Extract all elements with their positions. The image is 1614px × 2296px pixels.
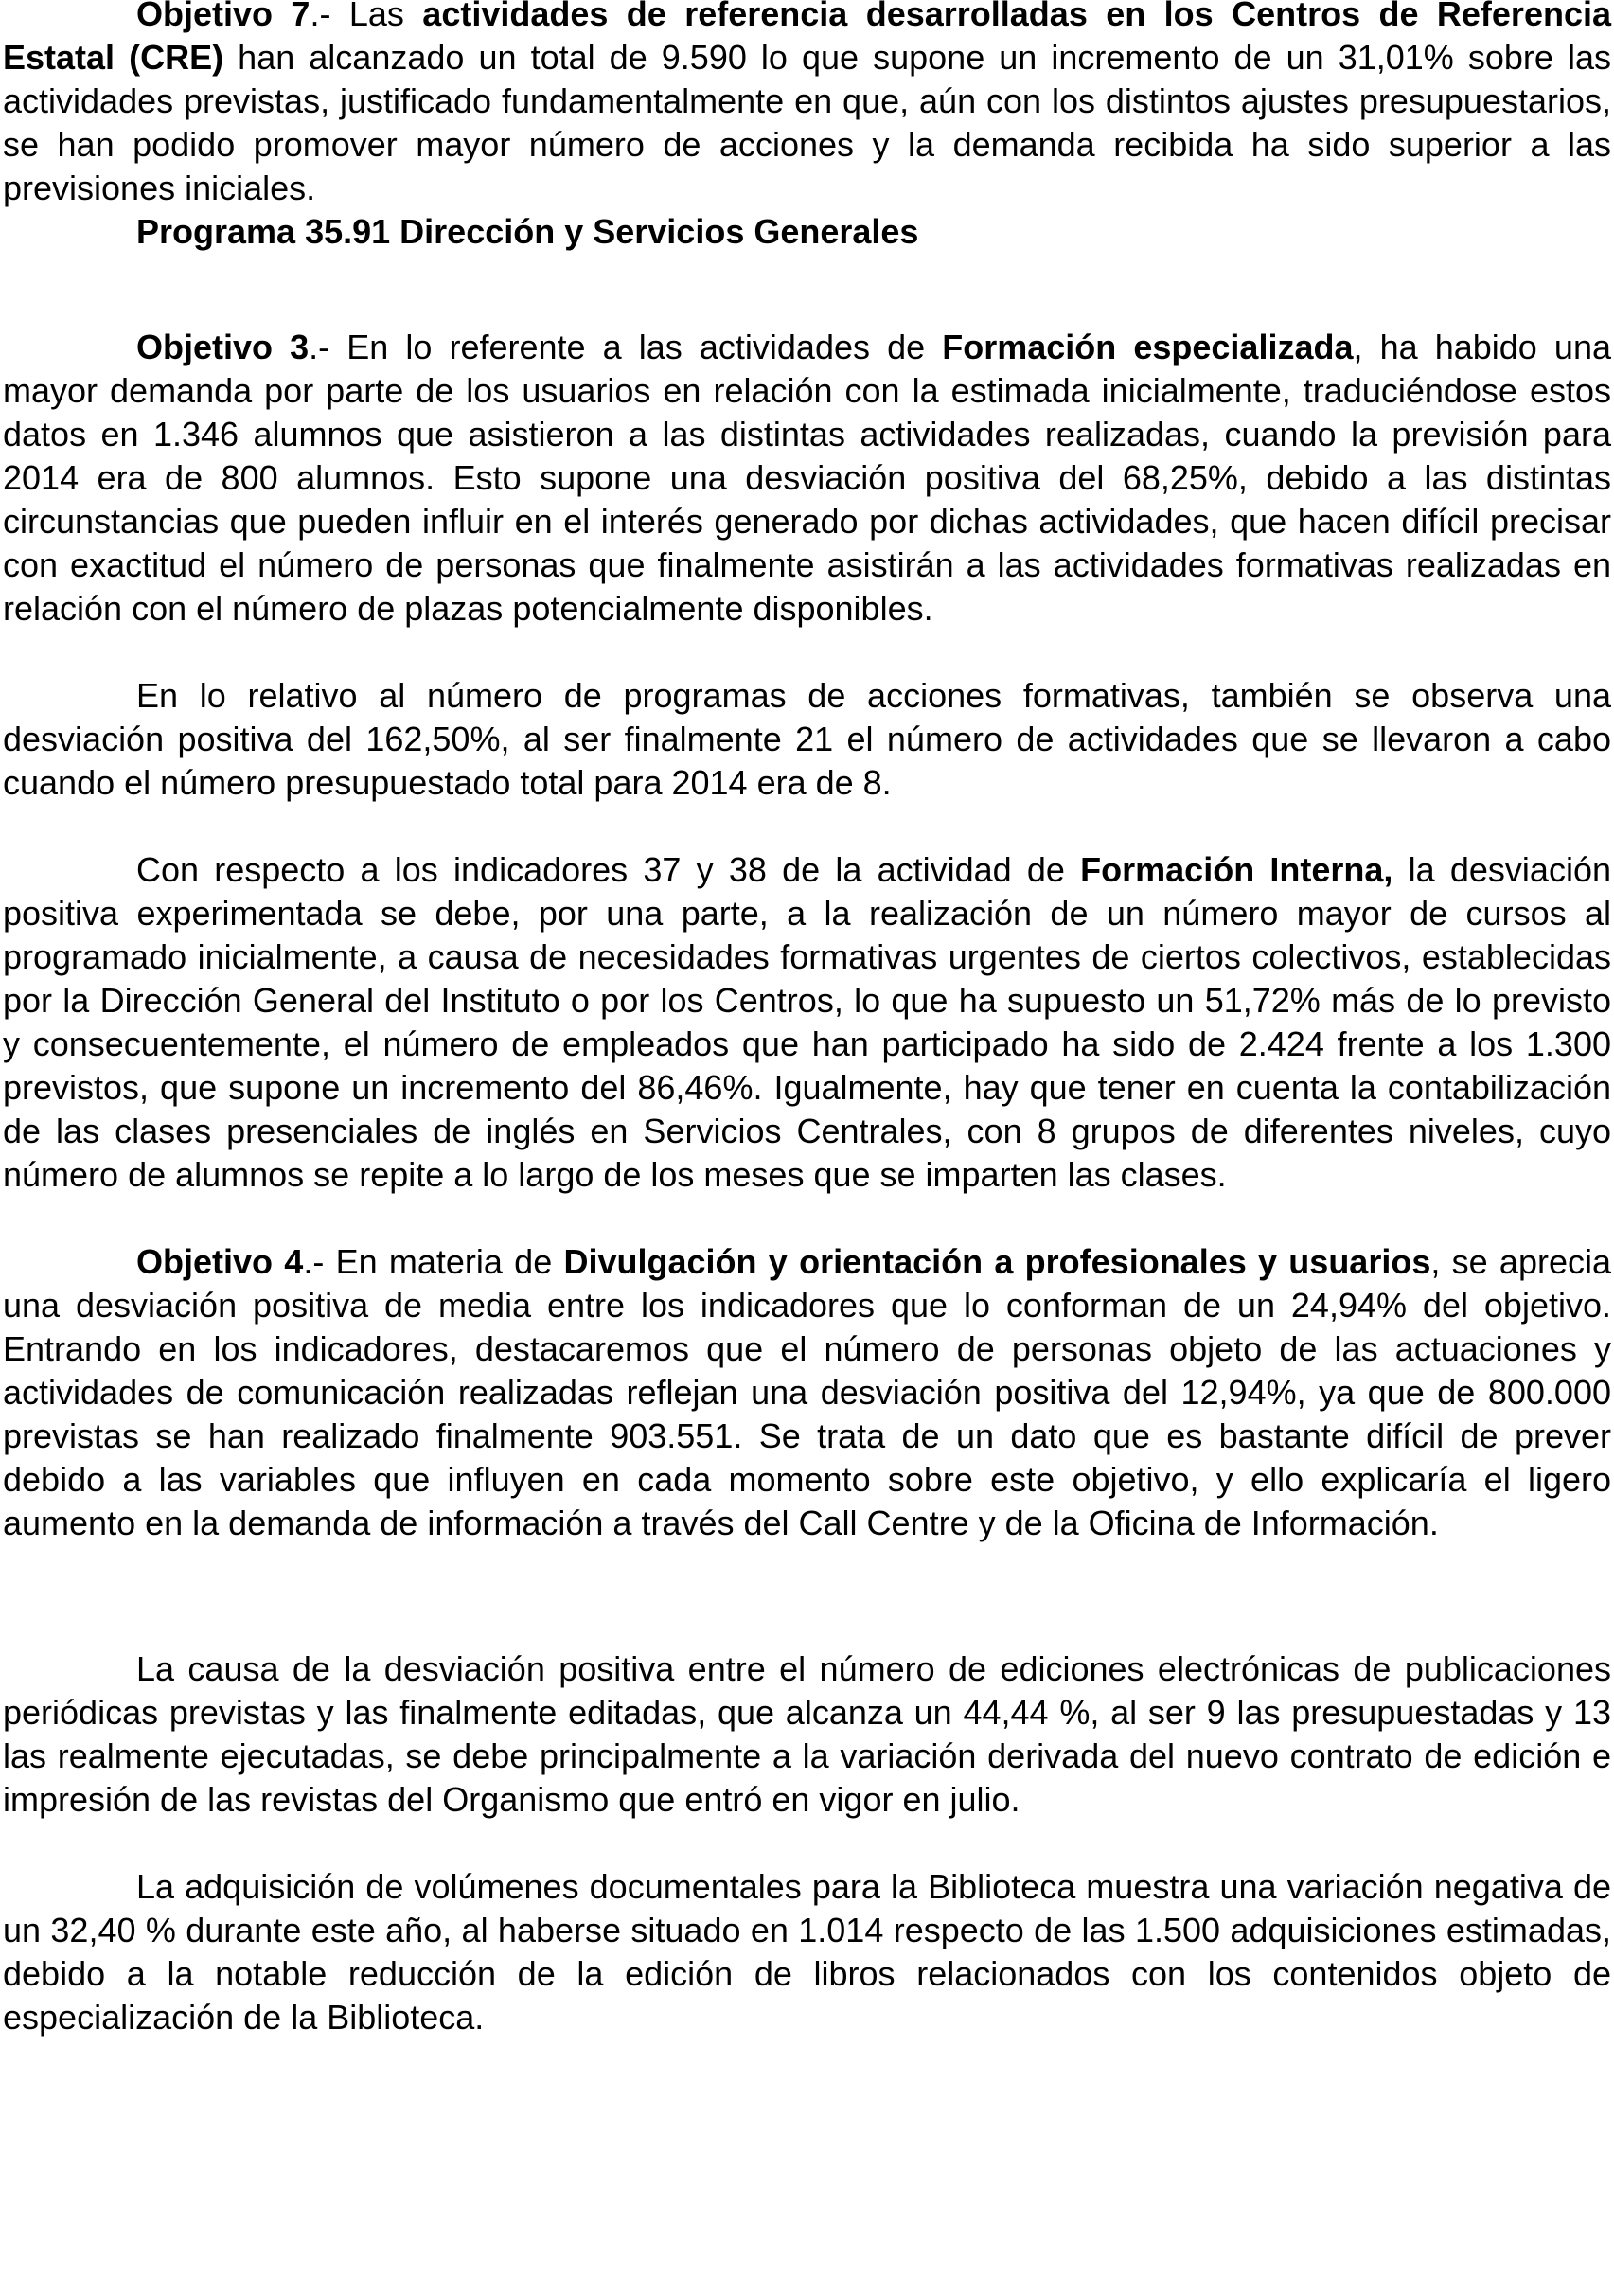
paragraph-objetivo-3 xyxy=(3,326,1611,631)
paragraph-ediciones-electronicas xyxy=(3,1647,1611,1822)
bold-text-segment: Divulgación y orientación a profesionales y usuarios xyxy=(563,1242,1431,1281)
paragraph-formacion-interna xyxy=(3,848,1611,1197)
bold-text-segment: Objetivo 3 xyxy=(136,328,310,366)
text-segment: han alcanzado un total de 9.590 lo que supone un incremento de un 31,01% sobre las actividades previstas, justificado fundamentalmente en que, aún con los distintos ajustes presupuestarios, se han podido promover mayor número de acciones y la demanda recibida ha sido superior a las previsiones iniciales. xyxy=(3,38,1612,207)
text-segment: la desviación positiva experimentada se debe, por una parte, a la realización de un número mayor de cursos al programado inicialmente, a causa de necesidades formativas urgentes de ciertos colectivos, establecidas por la Dirección General del Instituto o por los Centros, lo que ha supuesto un 51,72% más de lo previsto y consecuentemente, el número de empleados que han participado ha sido de 2.424 frente a los 1.300 previstos, que supone un incremento del 86,46%. Igualmente, hay que tener en cuenta la contabilización de las clases presenciales de inglés en Servicios Centrales, con 8 grupos de diferentes niveles, cuyo número de alumnos se repite a lo largo de los meses que se imparten las clases. xyxy=(3,850,1611,1194)
paragraph-biblioteca xyxy=(3,1865,1611,2039)
bold-text-segment: actividades de referencia desarrolladas en los Centros de Referencia Estatal (CRE) xyxy=(3,0,1612,77)
paragraph-programas-acciones-formativas xyxy=(3,674,1611,805)
paragraph-objetivo-7 xyxy=(3,0,1611,210)
text-segment: , se aprecia una desviación positiva de media entre los indicadores que lo conforman de un 24,94% del objetivo. Entrando en los indicadores, destacaremos que el número de personas objeto de las actuaciones y actividades de comunicación realizadas reflejan una desviación positiva del 12,94%, ya que de 800.000 previstas se han realizado finalmente 903.551. Se trata de un dato que es bastante difícil de prever debido a las variables que influyen en cada momento sobre este objetivo, y ello explicaría el ligero aumento en la demanda de información a través del Call Centre y de la Oficina de Información. xyxy=(3,1242,1611,1542)
text-segment: .- En lo referente a las actividades de xyxy=(309,328,943,366)
text-segment: En lo relativo al número de programas de acciones formativas, también se observa una desviación positiva del 162,50%, al ser finalmente 21 el número de actividades que se llevaron a cabo cuando el número presupuestado total para 2014 era de 8. xyxy=(3,676,1611,802)
text-segment: .- En materia de xyxy=(303,1242,564,1281)
bold-text-segment: Formación Interna, xyxy=(1080,850,1393,889)
section-heading-programa-35-91: Programa 35.91 Dirección y Servicios Generales xyxy=(136,212,919,251)
bold-text-segment: Formación especializada xyxy=(942,328,1354,366)
text-segment: La adquisición de volúmenes documentales para la Biblioteca muestra una variación negativa de un 32,40 % durante este año, al haberse situado en 1.014 respecto de las 1.500 adquisiciones estimadas, debido a la notable reducción de la edición de libros relacionados con los contenidos objeto de especialización de la Biblioteca. xyxy=(3,1867,1611,2037)
paragraph-objetivo-4 xyxy=(3,1240,1611,1545)
text-segment: Con respecto a los indicadores 37 y 38 de la actividad de xyxy=(136,850,1081,889)
text-segment: , ha habido una mayor demanda por parte de los usuarios en relación con la estimada inicialmente, traduciéndose estos datos en 1.346 alumnos que asistieron a las distintas actividades realizadas, cuando la previsión para 2014 era de 800 alumnos. Esto supone una desviación positiva del 68,25%, debido a las distintas circunstancias que pueden influir en el interés generado por dichas actividades, que hacen difícil precisar con exactitud el número de personas que finalmente asistirán a las actividades formativas realizadas en relación con el número de plazas potencialmente disponibles. xyxy=(3,328,1611,628)
bold-text-segment: Objetivo 7 xyxy=(136,0,310,33)
text-segment: .- Las xyxy=(310,0,423,33)
bold-text-segment: Objetivo 4 xyxy=(136,1242,304,1281)
text-segment: La causa de la desviación positiva entre el número de ediciones electrónicas de publicaciones periódicas previstas y las finalmente editadas, que alcanza un 44,44 %, al ser 9 las presupuestadas y 13 las realmente ejecutadas, se debe principalmente a la variación derivada del nuevo contrato de edición e impresión de las revistas del Organismo que entró en vigor en julio. xyxy=(3,1649,1611,1819)
